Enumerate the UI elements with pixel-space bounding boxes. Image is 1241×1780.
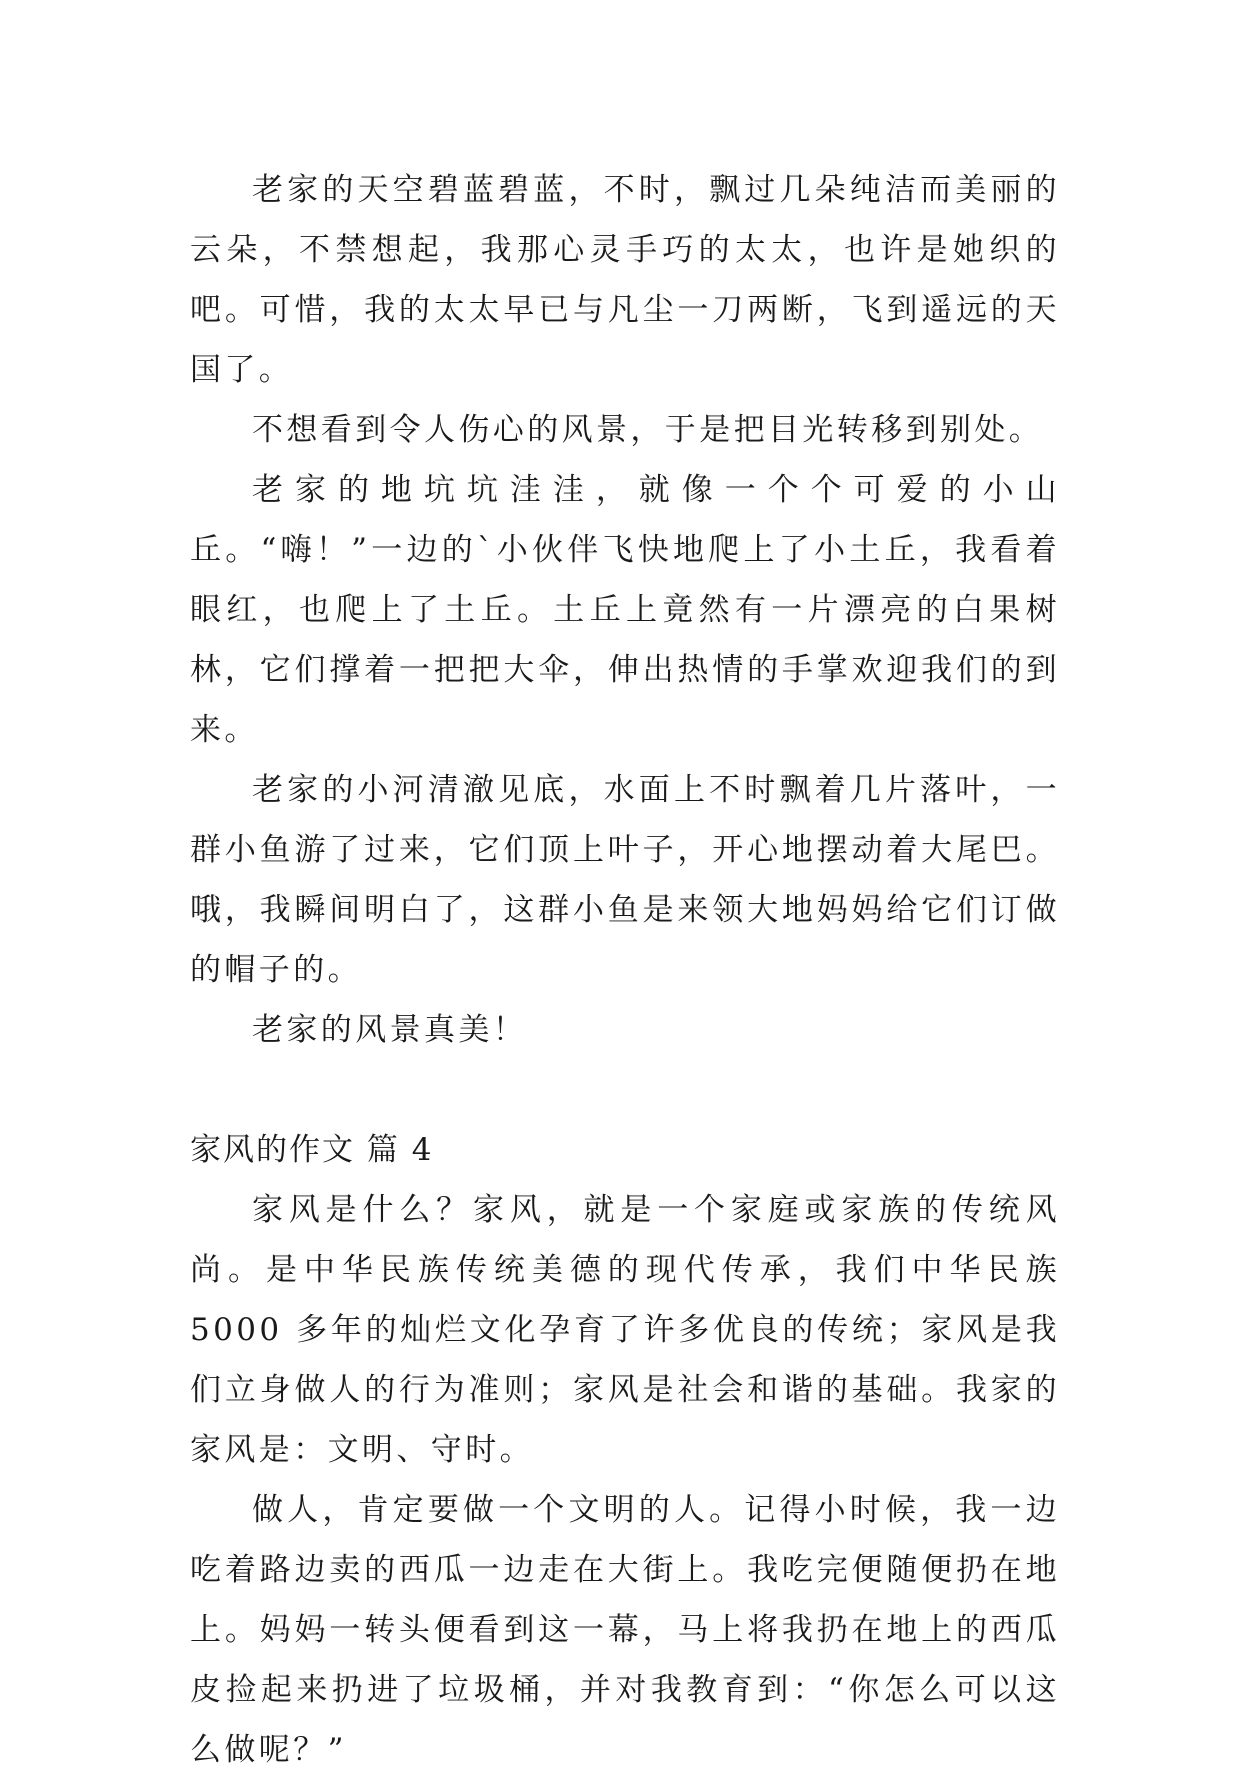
paragraph-river: 老家的小河清澈见底，水面上不时飘着几片落叶，一群小鱼游了过来，它们顶上叶子，开心地摆动着大尾巴。哦，我瞬间明白了，这群小鱼是来领大地妈妈给它们订做的帽子的。 [190, 772, 1060, 988]
paragraph-look-away: 不想看到令人伤心的风景，于是把目光转移到别处。 [252, 412, 1044, 448]
essay-body [190, 160, 1060, 1780]
paragraph-sky: 老家的天空碧蓝碧蓝，不时，飘过几朵纯洁而美丽的云朵，不禁想起，我那心灵手巧的太太，也许是她织的吧。可惜，我的太太早已与凡尘一刀两断，飞到遥远的天国了。 [190, 172, 1060, 388]
paragraph-conclusion: 老家的风景真美！ [252, 1012, 528, 1048]
section-heading: 家风的作文 篇 4 [190, 1132, 434, 1168]
paragraph-family-values: 家风是什么？家风，就是一个家庭或家族的传统风尚。是中华民族传统美德的现代传承，我们中华民族 5000 多年的灿烂文化孕育了许多优良的传统；家风是我们立身做人的行为准则；家风是社会和谐的基础。我家的家风是：文明、守时。 [190, 1192, 1060, 1468]
paragraph-civility-story: 做人，肯定要做一个文明的人。记得小时候，我一边吃着路边卖的西瓜一边走在大街上。我吃完便随便扔在地上。妈妈一转头便看到这一幕，马上将我扔在地上的西瓜皮捡起来扔进了垃圾桶，并对我教育到：“你怎么可以这么做呢？” [190, 1492, 1060, 1768]
paragraph-hills: 老家的地坑坑洼洼，就像一个个可爱的小山丘。“嗨！”一边的`小伙伴飞快地爬上了小土丘，我看着眼红，也爬上了土丘。土丘上竟然有一片漂亮的白果树林，它们撑着一把把大伞，伸出热情的手掌欢迎我们的到来。 [190, 472, 1060, 748]
